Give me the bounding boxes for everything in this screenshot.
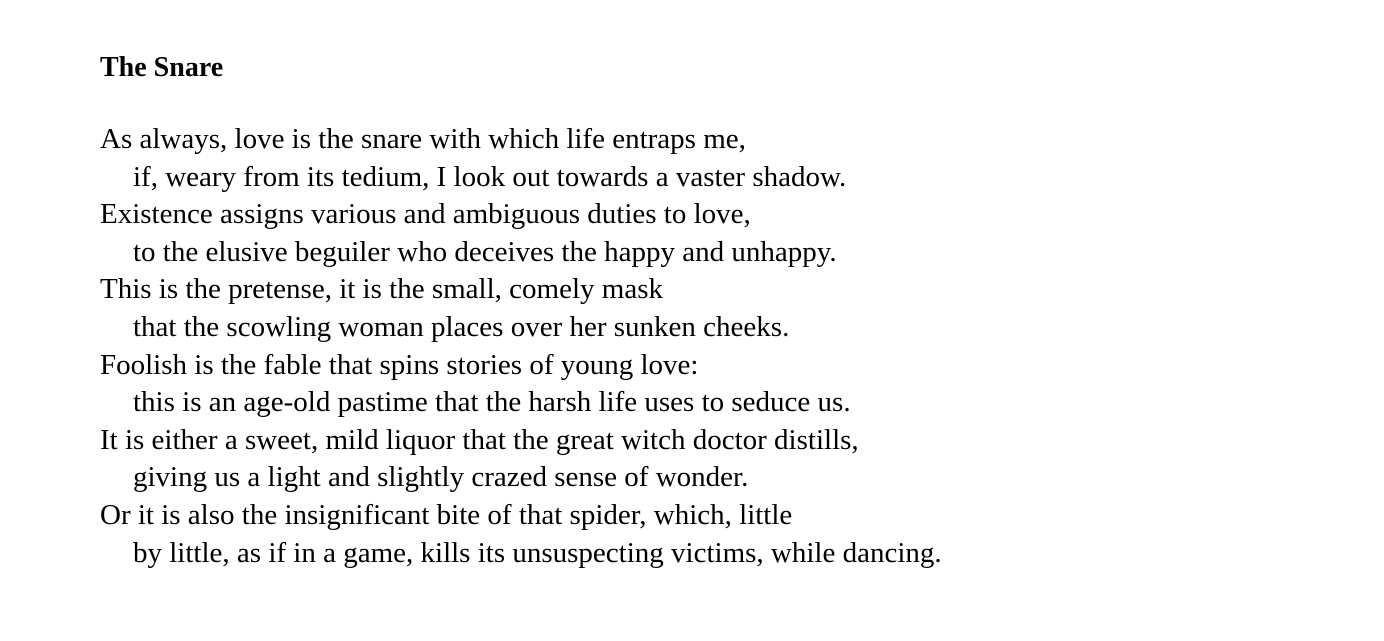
poem [100, 48, 1300, 572]
poem-line: This is the pretense, it is the small, comely mask [100, 273, 663, 306]
poem-line: Existence assigns various and ambiguous duties to love, [100, 198, 751, 231]
poem-line: Foolish is the fable that spins stories of young love: [100, 348, 699, 381]
poem-stanza [100, 121, 1300, 572]
poem-line: Or it is also the insignificant bite of that spider, which, little [100, 498, 793, 531]
poem-line: It is either a sweet, mild liquor that the great witch doctor distills, [100, 423, 859, 456]
poem-line-indented: that the scowling woman places over her sunken cheeks. [133, 310, 790, 343]
poem-title: The Snare [100, 52, 224, 83]
poem-line-indented: by little, as if in a game, kills its unsuspecting victims, while dancing. [133, 536, 942, 569]
poem-line: As always, love is the snare with which life entraps me, [100, 123, 746, 155]
poem-line-indented: this is an age-old pastime that the harsh life uses to seduce us. [133, 386, 851, 419]
poem-line-indented: if, weary from its tedium, I look out towards a vaster shadow. [133, 160, 847, 193]
poem-line-indented: giving us a light and slightly crazed sense of wonder. [133, 461, 749, 494]
poem-line-indented: to the elusive beguiler who deceives the happy and unhappy. [133, 235, 837, 268]
